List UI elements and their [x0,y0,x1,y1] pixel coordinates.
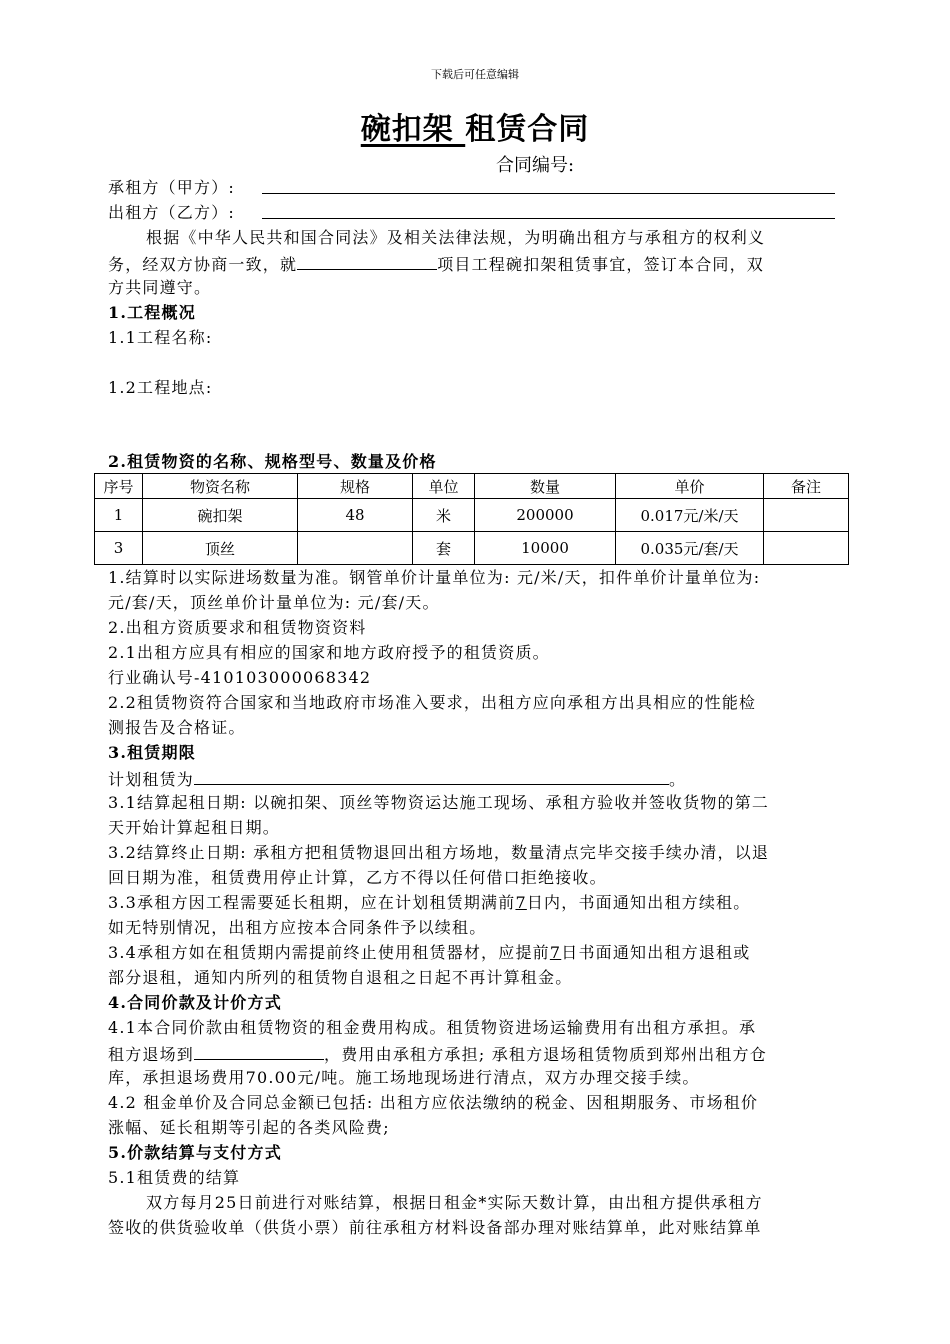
planned-term-line [108,766,686,792]
clause-3-2-line-2: 回日期为准，租赁费用停止计算，乙方不得以任何借口拒绝接收。 [108,868,607,887]
section-5-heading: 5.价款结算与支付方式 [108,1143,282,1162]
table-cell: 10000 [475,532,616,565]
clause-4-1-line-2 [108,1041,767,1067]
section-1-heading: 1.工程概况 [108,303,196,322]
table-cell: 套 [413,532,475,565]
settlement-note-line-1: 1.结算时以实际进场数量为准。钢管单价计量单位为: 元/米/天，扣件单价计量单位为: [108,568,761,587]
header-note: 下载后可任意编辑 [431,68,519,81]
return-destination-blank[interactable] [194,1041,324,1060]
clause-4-1-line-3: 库，承担退场费用70.00元/吨。施工场地现场进行清点，双方办理交接手续。 [108,1068,700,1087]
clause-4-1-line-1: 4.1本合同价款由租赁物资的租金费用构成。租赁物资进场运输费用有出租方承担。承 [108,1018,757,1037]
intro-line-1: 根据《中华人民共和国合同法》及相关法律法规，为明确出租方与承租方的权利义 [146,228,766,247]
clause-3-2-line-1: 3.2结算终止日期: 承租方把租赁物退回出租方场地，数量清点完毕交接手续办清，以退 [108,843,770,862]
clause-3-3-pre: 3.3承租方因工程需要延长租期，应在计划租赁期满前 [108,893,516,912]
clause-3-4-line-1 [108,941,750,965]
qualification-heading: 2.出租方资质要求和租赁物资资料 [108,618,367,637]
section-2-heading: 2.租赁物资的名称、规格型号、数量及价格 [108,452,437,471]
table-cell: 米 [413,499,475,532]
table-cell: 顶丝 [143,532,298,565]
clause-3-4-line-2: 部分退租，通知内所列的租赁物自退租之日起不再计算租金。 [108,968,573,987]
table-cell: 48 [298,499,413,532]
intro-line-2-a: 务，经双方协商一致，就 [108,255,298,274]
header-cell: 单位 [413,474,475,499]
clause-3-3-post: 日内，书面通知出租方续租。 [526,893,751,912]
intro-line-2 [108,251,764,277]
table-cell [764,499,849,532]
party-a-blank-line[interactable] [262,193,835,194]
settlement-note-line-2: 元/套/天，顶丝单价计量单位为: 元/套/天。 [108,593,440,612]
project-name-blank[interactable] [297,251,437,270]
party-b-label: 出租方（乙方）: [108,203,235,222]
clause-4-2-line-1: 4.2 租金单价及合同总金额已包括: 出租方应依法缴纳的税金、因租期服务、市场租价 [108,1093,759,1112]
clause-4-2-line-2: 涨幅、延长租期等引起的各类风险费; [108,1118,390,1137]
planned-term-blank[interactable] [194,766,669,785]
clause-4-1-post: ，费用由承租方承担; 承租方退场租赁物质到郑州出租方仓 [324,1045,767,1064]
planned-term-end: 。 [669,770,687,789]
party-a-label: 承租方（甲方）: [108,178,235,197]
rental-items-table [94,473,849,565]
party-b-blank-line[interactable] [262,218,835,219]
clause-2-2-line-2: 测报告及合格证。 [108,718,246,737]
table-cell: 200000 [475,499,616,532]
table-cell [298,532,413,565]
clause-3-4-pre: 3.4承租方如在租赁期内需提前终止使用租赁器材，应提前 [108,943,550,962]
clause-3-3-days: 7 [515,893,527,912]
intro-line-3: 方共同遵守。 [108,278,212,297]
project-location-label: 1.2工程地点: [108,378,213,397]
header-cell: 数量 [475,474,616,499]
clause-3-4-days: 7 [549,943,562,962]
table-cell: 0.035元/套/天 [616,532,764,565]
contract-number-label: 合同编号: [496,155,575,176]
clause-3-1-line-1: 3.1结算起租日期: 以碗扣架、顶丝等物资运达施工现场、承租方验收并签收货物的第二 [108,793,770,812]
header-cell: 序号 [95,474,143,499]
clause-3-4-post: 日书面通知出租方退租或 [561,943,751,962]
planned-term-label: 计划租赁为 [108,770,195,789]
table-row [95,499,849,532]
document-title [0,104,950,148]
title-rest: 租赁合同 [465,112,590,147]
industry-id: 行业确认号-410103000068342 [108,668,372,687]
table-cell: 1 [95,499,143,532]
header-cell: 物资名称 [143,474,298,499]
project-name-label: 1.1工程名称: [108,328,213,347]
table-cell: 3 [95,532,143,565]
intro-line-2-b: 项目工程碗扣架租赁事宜，签订本合同，双 [437,255,765,274]
clause-2-1: 2.1出租方应具有相应的国家和地方政府授予的租赁资质。 [108,643,550,662]
table-row [95,532,849,565]
clause-5-1-line-2: 签收的供货验收单（供货小票）前往承租方材料设备部办理对账结算单，此对账结算单 [108,1218,762,1237]
clause-3-1-line-2: 天开始计算起租日期。 [108,818,281,837]
section-3-heading: 3.租赁期限 [108,743,196,762]
table-header-row [95,474,849,499]
clause-5-1-line-1: 双方每月25日前进行对账结算，根据日租金*实际天数计算，由出租方提供承租方 [146,1193,763,1212]
clause-5-1: 5.1租赁费的结算 [108,1168,241,1187]
table-cell: 碗扣架 [143,499,298,532]
table-cell: 0.017元/米/天 [616,499,764,532]
table-cell [764,532,849,565]
section-4-heading: 4.合同价款及计价方式 [108,993,282,1012]
clause-4-1-pre: 租方退场到 [108,1045,195,1064]
clause-3-3-line-1 [108,891,750,915]
title-underlined-part: 碗扣架 [360,112,466,147]
header-cell: 规格 [298,474,413,499]
clause-3-3-line-2: 如无特别情况，出租方应按本合同条件予以续租。 [108,918,487,937]
clause-2-2-line-1: 2.2租赁物资符合国家和当地政府市场准入要求，出租方应向承租方出具相应的性能检 [108,693,757,712]
header-cell: 单价 [616,474,764,499]
header-cell: 备注 [764,474,849,499]
